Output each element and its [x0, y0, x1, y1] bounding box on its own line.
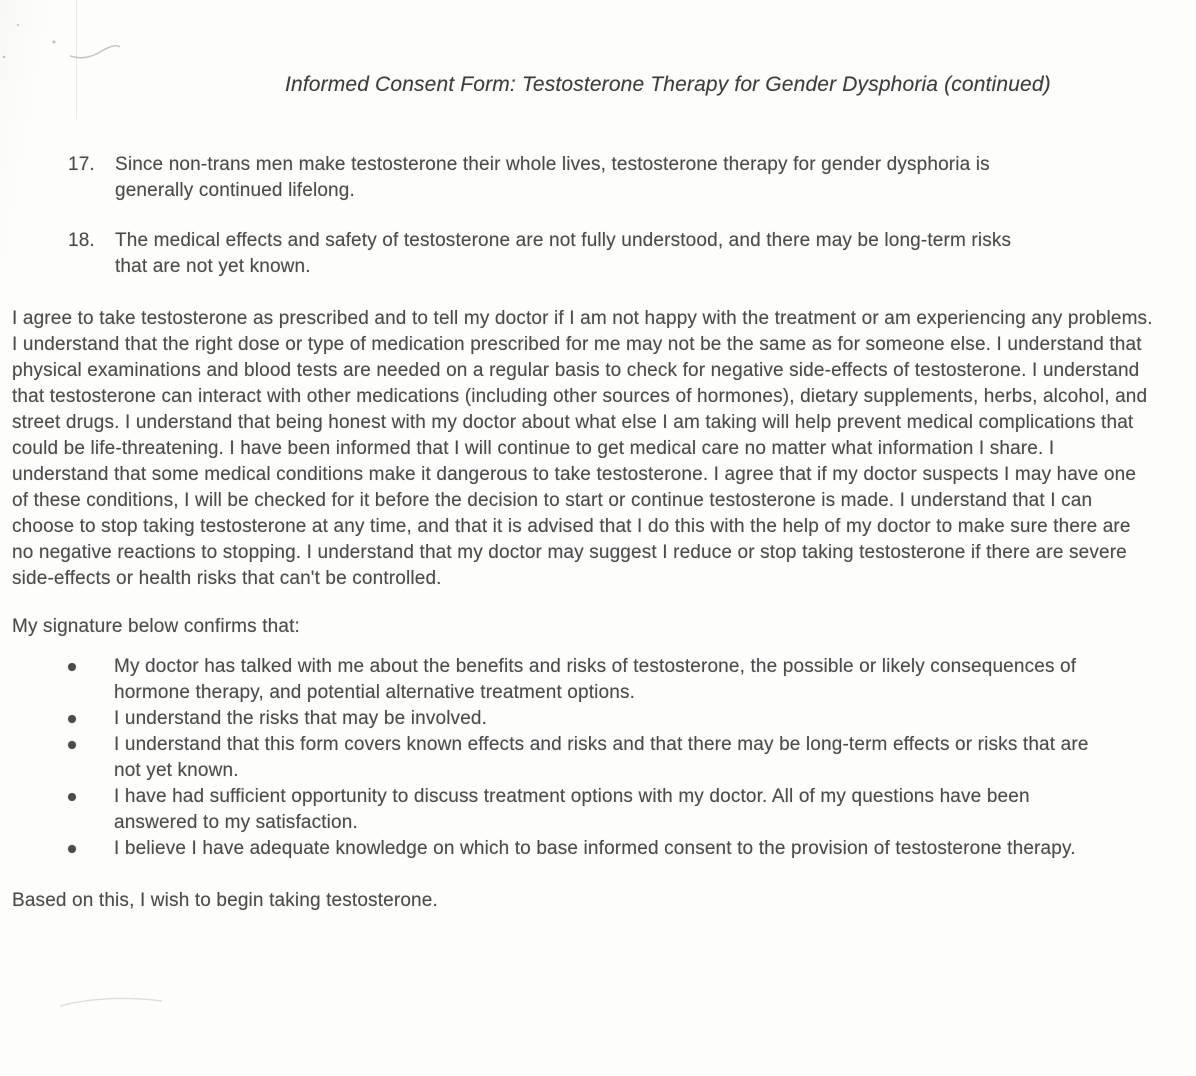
scan-fold-line: [76, 0, 77, 118]
bullet-icon: [68, 845, 76, 853]
list-item-text: I understand that this form covers known effects and risks and that there may be long-term effects or risks that are not yet known.: [114, 734, 1089, 781]
clause-17: [0, 152, 1196, 204]
agreement-paragraph: I agree to take testosterone as prescribed and to tell my doctor if I am not happy with the treatment or am experiencing any problems. I understand that the right dose or type of medication prescribed for me may not be the same as for someone else. I understand that physical examinations and blood tests are needed on a regular basis to check for negative side-effects of testosterone. I understand that testosterone can interact with other medications (including other sources of hormones), dietary supplements, herbs, alcohol, and street drugs. I understand that being honest with my doctor about what else I am taking will help prevent medical complications that could be life-threatening. I have been informed that I will continue to get medical care no matter what information I share. I understand that some medical conditions make it dangerous to take testosterone. I agree that if my doctor suspects I may have one of these conditions, I will be checked for it before the decision to start or continue testosterone is made. I understand that I can choose to stop taking testosterone at any time, and that it is advised that I do this with the help of my doctor to make sure there are no negative reactions to stopping. I understand that my doctor may suggest I reduce or stop taking testosterone if there are severe side-effects or health risks that can't be controlled.: [12, 308, 1153, 589]
scan-smudge-bottom-left: [50, 990, 170, 1014]
bullet-icon: [68, 793, 76, 801]
clause-number: 18.: [68, 230, 95, 251]
bullet-icon: [68, 715, 76, 723]
list-item-text: I believe I have adequate knowledge on which to base informed consent to the provision of testosterone therapy.: [114, 838, 1076, 859]
bullet-icon: [68, 663, 76, 671]
list-item: [0, 836, 1196, 862]
clause-text: The medical effects and safety of testosterone are not fully understood, and there may be long-term risks that are not yet known.: [115, 230, 1012, 277]
list-item: [0, 784, 1196, 836]
clause-text: Since non-trans men make testosterone their whole lives, testosterone therapy for gender dysphoria is generally continued lifelong.: [115, 154, 990, 201]
page-title: Informed Consent Form: Testosterone Therapy for Gender Dysphoria (continued): [285, 73, 1051, 96]
clause-18: [0, 228, 1196, 280]
list-item-text: I understand the risks that may be involved.: [114, 708, 488, 729]
list-item: [0, 706, 1196, 732]
list-item-text: I have had sufficient opportunity to discuss treatment options with my doctor. All of my questions have been answered to my satisfaction.: [114, 786, 1030, 833]
list-item: [0, 732, 1196, 784]
numbered-clause-list: [0, 152, 1196, 280]
list-item-text: My doctor has talked with me about the benefits and risks of testosterone, the possible or likely consequences of hormone therapy, and potential alternative treatment options.: [114, 656, 1077, 703]
bullet-icon: [68, 741, 76, 749]
signature-confirmation-list: [0, 654, 1196, 862]
closing-statement: Based on this, I wish to begin taking testosterone.: [12, 890, 438, 911]
signature-intro: My signature below confirms that:: [12, 616, 300, 637]
list-item: [0, 654, 1196, 706]
scan-smudge-top-left: [0, 0, 150, 110]
clause-number: 17.: [68, 154, 95, 175]
